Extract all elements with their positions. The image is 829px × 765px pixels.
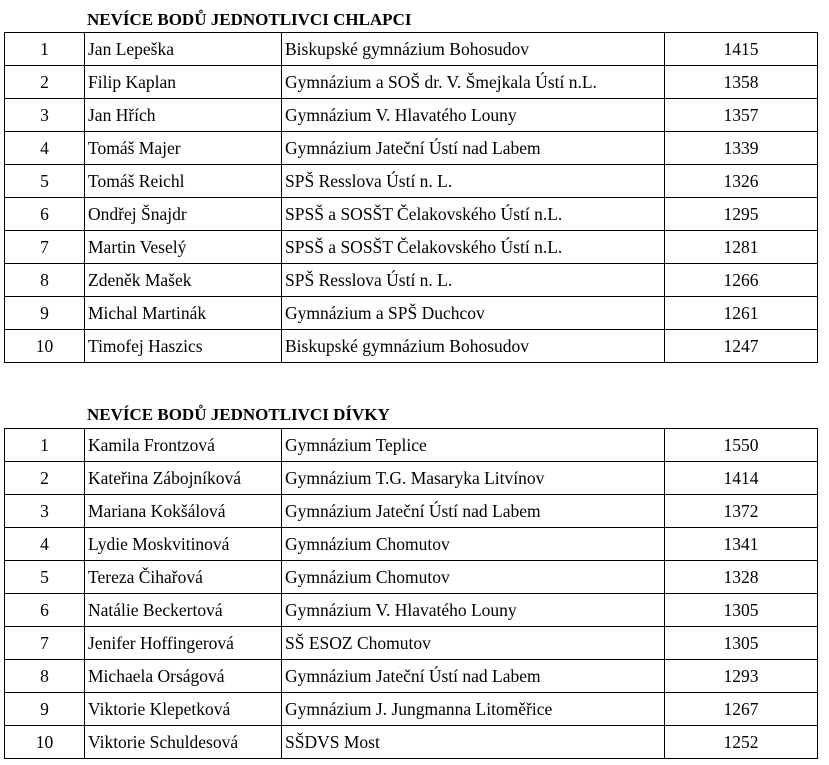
table-row: [5, 594, 818, 627]
points-cell: 1550: [665, 429, 818, 462]
table-row: [5, 561, 818, 594]
points-cell: 1252: [665, 726, 818, 759]
rank-cell: 4: [5, 528, 85, 561]
school-cell: Gymnázium a SOŠ dr. V. Šmejkala Ústí n.L.: [282, 66, 665, 99]
rank-cell: 7: [5, 627, 85, 660]
table-row: [5, 198, 818, 231]
points-cell: 1372: [665, 495, 818, 528]
name-cell: Tomáš Reichl: [85, 165, 282, 198]
table-row: [5, 132, 818, 165]
rank-cell: 3: [5, 99, 85, 132]
points-cell: 1305: [665, 594, 818, 627]
points-cell: 1341: [665, 528, 818, 561]
points-cell: 1328: [665, 561, 818, 594]
rank-cell: 3: [5, 495, 85, 528]
school-cell: SŠ ESOZ Chomutov: [282, 627, 665, 660]
name-cell: Mariana Kokšálová: [85, 495, 282, 528]
points-cell: 1357: [665, 99, 818, 132]
table-row: [5, 462, 818, 495]
table-row: [5, 66, 818, 99]
table-row: [5, 495, 818, 528]
rank-cell: 9: [5, 297, 85, 330]
school-cell: SPSŠ a SOSŠT Čelakovského Ústí n.L.: [282, 231, 665, 264]
name-cell: Viktorie Schuldesová: [85, 726, 282, 759]
name-cell: Michal Martinák: [85, 297, 282, 330]
name-cell: Viktorie Klepetková: [85, 693, 282, 726]
rank-cell: 5: [5, 165, 85, 198]
points-cell: 1261: [665, 297, 818, 330]
school-cell: Biskupské gymnázium Bohosudov: [282, 33, 665, 66]
points-cell: 1295: [665, 198, 818, 231]
points-cell: 1293: [665, 660, 818, 693]
name-cell: Timofej Haszics: [85, 330, 282, 363]
rank-cell: 2: [5, 462, 85, 495]
rank-cell: 1: [5, 33, 85, 66]
name-cell: Natálie Beckertová: [85, 594, 282, 627]
table-row: [5, 726, 818, 759]
school-cell: Gymnázium Jateční Ústí nad Labem: [282, 132, 665, 165]
school-cell: SŠDVS Most: [282, 726, 665, 759]
table-row: [5, 528, 818, 561]
school-cell: SPŠ Resslova Ústí n. L.: [282, 165, 665, 198]
table-row: [5, 165, 818, 198]
name-cell: Filip Kaplan: [85, 66, 282, 99]
name-cell: Tereza Čihařová: [85, 561, 282, 594]
table-row: [5, 231, 818, 264]
boys-section-title: NEVÍCE BODŮ JEDNOTLIVCI CHLAPCI: [87, 10, 412, 29]
rank-cell: 6: [5, 594, 85, 627]
name-cell: Martin Veselý: [85, 231, 282, 264]
school-cell: Gymnázium Teplice: [282, 429, 665, 462]
school-cell: SPSŠ a SOSŠT Čelakovského Ústí n.L.: [282, 198, 665, 231]
points-cell: 1339: [665, 132, 818, 165]
table-row: [5, 297, 818, 330]
table-row: [5, 660, 818, 693]
name-cell: Michaela Orságová: [85, 660, 282, 693]
name-cell: Kateřina Zábojníková: [85, 462, 282, 495]
rank-cell: 7: [5, 231, 85, 264]
rank-cell: 2: [5, 66, 85, 99]
points-cell: 1358: [665, 66, 818, 99]
school-cell: Biskupské gymnázium Bohosudov: [282, 330, 665, 363]
table-row: [5, 693, 818, 726]
rank-cell: 8: [5, 660, 85, 693]
school-cell: Gymnázium Chomutov: [282, 528, 665, 561]
name-cell: Zdeněk Mašek: [85, 264, 282, 297]
points-cell: 1281: [665, 231, 818, 264]
name-cell: Jan Lepeška: [85, 33, 282, 66]
points-cell: 1415: [665, 33, 818, 66]
school-cell: Gymnázium V. Hlavatého Louny: [282, 594, 665, 627]
school-cell: Gymnázium J. Jungmanna Litoměřice: [282, 693, 665, 726]
rank-cell: 5: [5, 561, 85, 594]
table-row: [5, 330, 818, 363]
name-cell: Jenifer Hoffingerová: [85, 627, 282, 660]
school-cell: Gymnázium Jateční Ústí nad Labem: [282, 660, 665, 693]
school-cell: Gymnázium Jateční Ústí nad Labem: [282, 495, 665, 528]
points-cell: 1267: [665, 693, 818, 726]
name-cell: Ondřej Šnajdr: [85, 198, 282, 231]
school-cell: Gymnázium a SPŠ Duchcov: [282, 297, 665, 330]
rank-cell: 6: [5, 198, 85, 231]
name-cell: Tomáš Majer: [85, 132, 282, 165]
name-cell: Lydie Moskvitinová: [85, 528, 282, 561]
table-row: [5, 264, 818, 297]
points-cell: 1414: [665, 462, 818, 495]
points-cell: 1247: [665, 330, 818, 363]
name-cell: Jan Hřích: [85, 99, 282, 132]
girls-section-title: NEVÍCE BODŮ JEDNOTLIVCI DÍVKY: [87, 405, 390, 424]
rank-cell: 9: [5, 693, 85, 726]
table-row: [5, 429, 818, 462]
points-cell: 1266: [665, 264, 818, 297]
points-cell: 1305: [665, 627, 818, 660]
rank-cell: 10: [5, 330, 85, 363]
girls-results-table: [4, 428, 818, 759]
school-cell: Gymnázium V. Hlavatého Louny: [282, 99, 665, 132]
table-row: [5, 33, 818, 66]
rank-cell: 1: [5, 429, 85, 462]
school-cell: Gymnázium Chomutov: [282, 561, 665, 594]
rank-cell: 10: [5, 726, 85, 759]
table-row: [5, 99, 818, 132]
boys-results-table: [4, 32, 818, 363]
rank-cell: 8: [5, 264, 85, 297]
rank-cell: 4: [5, 132, 85, 165]
table-row: [5, 627, 818, 660]
points-cell: 1326: [665, 165, 818, 198]
school-cell: SPŠ Resslova Ústí n. L.: [282, 264, 665, 297]
school-cell: Gymnázium T.G. Masaryka Litvínov: [282, 462, 665, 495]
name-cell: Kamila Frontzová: [85, 429, 282, 462]
